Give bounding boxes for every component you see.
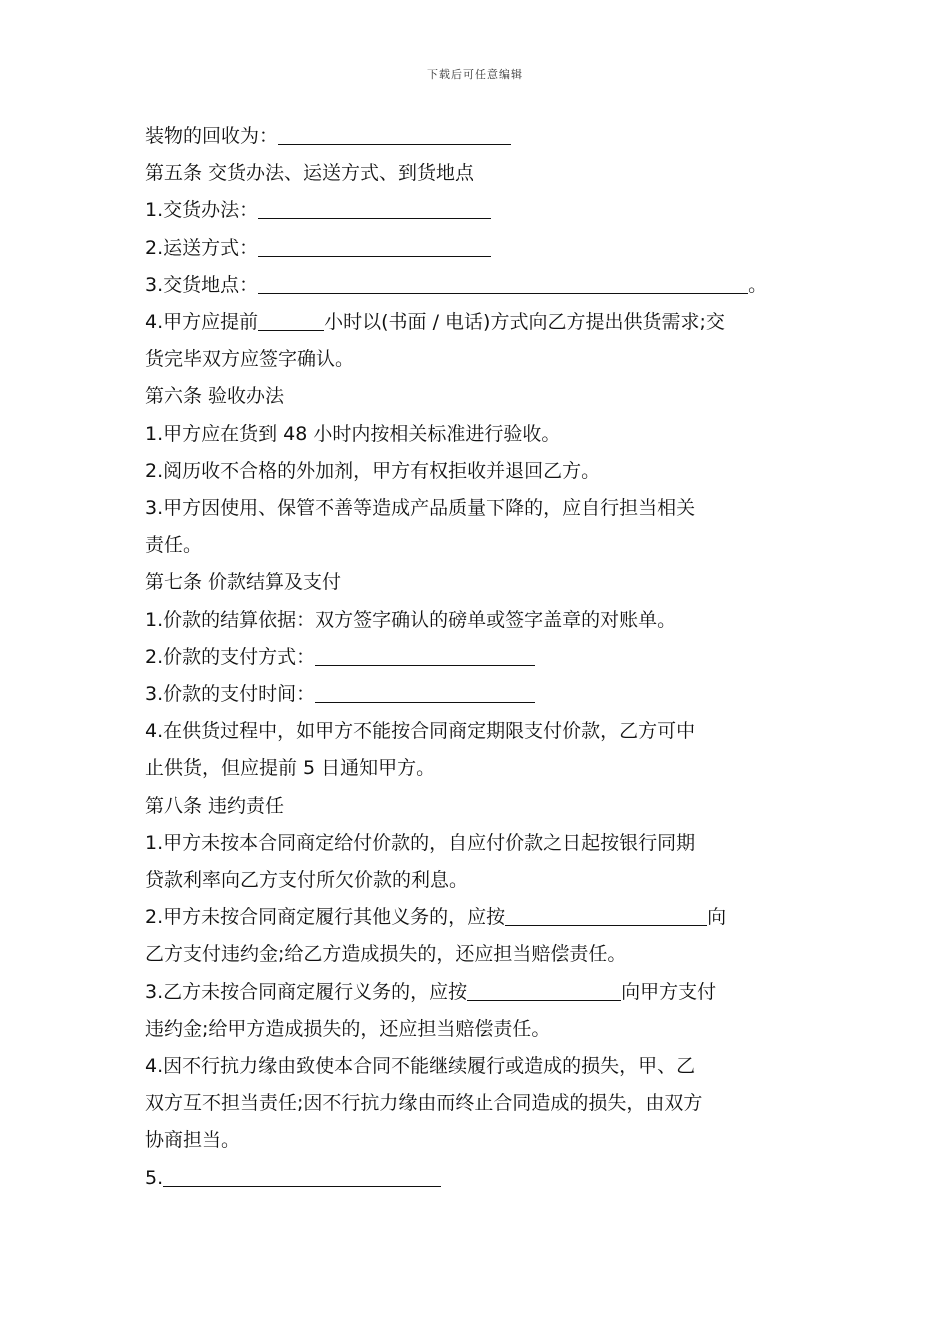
line-label: 4.甲方应提前 [145, 311, 259, 334]
paragraph-line: 4.因不行抗力缘由致使本合同不能继续履行或造成的损失，甲、乙 [145, 1055, 696, 1078]
article-5-heading: 第五条 交货办法、运送方式、到货地点 [145, 162, 475, 185]
transport-method-line [145, 230, 809, 267]
paragraph-line: 责任。 [145, 534, 203, 557]
fill-blank[interactable] [163, 1167, 441, 1187]
line-label: 5. [145, 1166, 164, 1189]
fill-blank[interactable] [505, 906, 707, 926]
party-a-penalty-line [145, 899, 809, 936]
line-label: 2.甲方未按合同商定履行其他义务的，应按 [145, 906, 506, 929]
article-8-heading: 第八条 违约责任 [145, 794, 285, 817]
payment-method-line [145, 639, 809, 676]
paragraph-line: 货完毕双方应签字确认。 [145, 348, 355, 371]
item-5-line [145, 1160, 809, 1197]
paragraph-line: 2.阅历收不合格的外加剂，甲方有权拒收并退回乙方。 [145, 459, 601, 482]
fill-blank[interactable] [315, 646, 535, 666]
line-suffix: 小时以(书面 / 电话)方式向乙方提出供货需求;交 [324, 311, 725, 334]
paragraph-line: 1.甲方未按本合同商定给付价款的，自应付价款之日起按银行同期 [145, 831, 696, 854]
paragraph-line: 1.甲方应在货到 48 小时内按相关标准进行验收。 [145, 422, 561, 445]
line-suffix: 向甲方支付 [621, 980, 717, 1003]
fill-blank[interactable] [467, 981, 621, 1001]
paragraph-line: 3.甲方因使用、保管不善等造成产品质量下降的，应自行担当相关 [145, 497, 696, 520]
paragraph-line: 4.在供货过程中，如甲方不能按合同商定期限支付价款，乙方可中 [145, 720, 696, 743]
paragraph-line: 违约金;给甲方造成损失的，还应担当赔偿责任。 [145, 1017, 551, 1040]
hours-blank[interactable] [258, 311, 324, 331]
contract-body [145, 118, 809, 1197]
payment-time-line [145, 676, 809, 713]
delivery-method-line [145, 192, 809, 229]
paragraph-line: 双方互不担当责任;因不行抗力缘由而终止合同造成的损失，由双方 [145, 1092, 703, 1115]
line-label: 1.交货办法： [145, 199, 259, 222]
page-header: 下载后可任意编辑 [427, 68, 523, 81]
fill-blank[interactable] [315, 683, 535, 703]
line-label: 3.乙方未按合同商定履行义务的，应按 [145, 980, 468, 1003]
packaging-recovery-line [145, 118, 809, 155]
line-suffix: 。 [748, 273, 768, 296]
line-label: 3.交货地点： [145, 273, 259, 296]
paragraph-line: 协商担当。 [145, 1129, 241, 1152]
advance-notice-line [145, 304, 809, 341]
article-7-heading: 第七条 价款结算及支付 [145, 571, 342, 594]
line-label: 装物的回收为： [145, 125, 279, 147]
fill-blank[interactable] [278, 125, 511, 145]
party-b-penalty-line [145, 974, 809, 1011]
line-label: 2.运送方式： [145, 236, 259, 259]
paragraph-line: 贷款利率向乙方支付所欠价款的利息。 [145, 869, 469, 892]
paragraph-line: 乙方支付违约金;给乙方造成损失的，还应担当赔偿责任。 [145, 943, 627, 966]
line-label: 3.价款的支付时间： [145, 683, 316, 706]
line-label: 2.价款的支付方式： [145, 645, 316, 668]
fill-blank[interactable] [258, 199, 491, 219]
article-6-heading: 第六条 验收办法 [145, 385, 285, 408]
line-suffix: 向 [707, 906, 727, 929]
paragraph-line: 止供货，但应提前 5 日通知甲方。 [145, 757, 436, 780]
fill-blank[interactable] [258, 274, 748, 294]
delivery-location-line [145, 267, 809, 304]
paragraph-line: 1.价款的结算依据：双方签字确认的磅单或签字盖章的对账单。 [145, 608, 677, 631]
fill-blank[interactable] [258, 237, 491, 257]
